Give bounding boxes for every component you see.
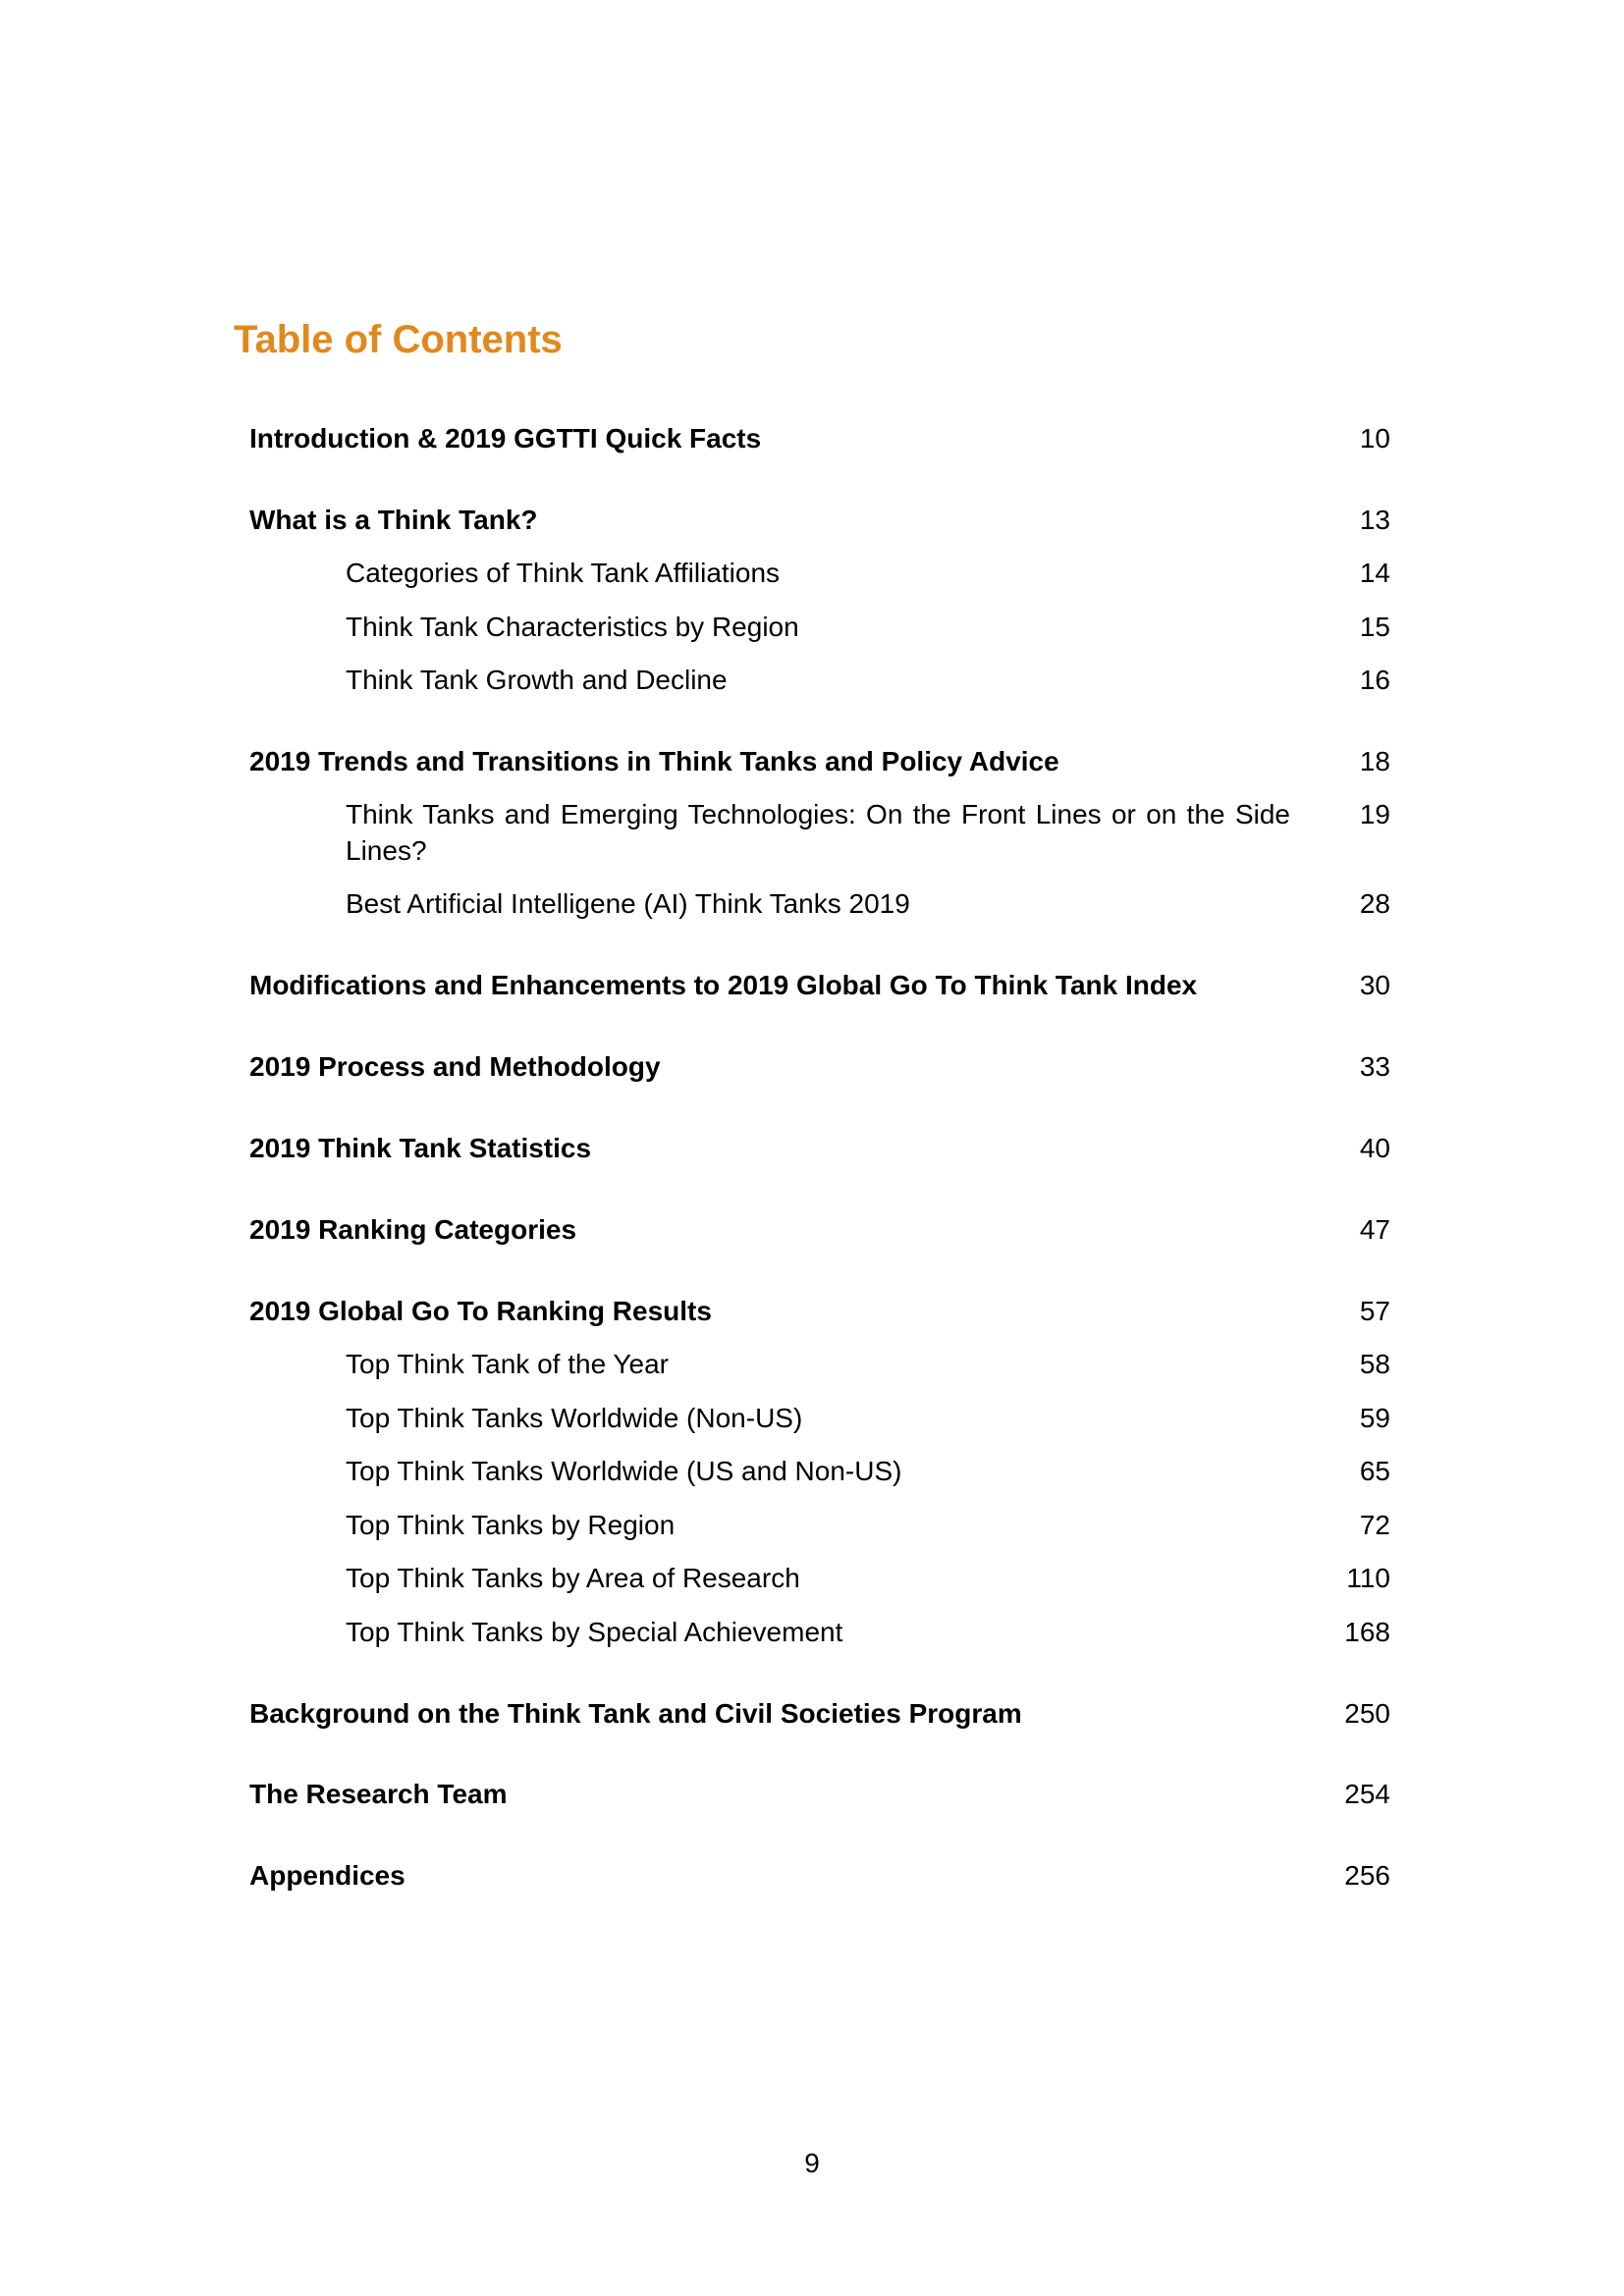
toc-subentry-label: Top Think Tanks by Special Achievement <box>346 1617 843 1647</box>
toc-entry-label: What is a Think Tank? <box>249 505 538 535</box>
toc-entry[interactable] <box>249 1695 1390 1732</box>
toc-entry-label: Background on the Think Tank and Civil Societies Program <box>249 1698 1022 1729</box>
toc-subentry-label: Top Think Tanks by Region <box>346 1510 676 1540</box>
toc-subentry[interactable] <box>346 885 1390 922</box>
toc-subentry[interactable] <box>346 1346 1390 1382</box>
toc-entry-label: Introduction & 2019 GGTTI Quick Facts <box>249 423 762 454</box>
toc-entry-page: 40 <box>1359 1133 1390 1163</box>
toc-entry-label: 2019 Trends and Transitions in Think Tanks and Policy Advice <box>249 746 1059 776</box>
toc-subentry-label: Categories of Think Tank Affiliations <box>346 558 781 588</box>
toc-entry-page: 13 <box>1359 505 1390 535</box>
toc-entry[interactable] <box>249 1048 1390 1085</box>
toc-subentry[interactable] <box>346 1453 1390 1489</box>
toc-entry-label: Modifications and Enhancements to 2019 Global Go To Think Tank Index <box>249 970 1198 1000</box>
toc-entry-page: 33 <box>1359 1051 1390 1082</box>
toc-subentry-page: 58 <box>1359 1349 1390 1379</box>
toc-entry[interactable] <box>249 1776 1390 1812</box>
toc-subentry-page: 15 <box>1359 612 1390 642</box>
toc-entry[interactable] <box>249 420 1390 456</box>
toc-subentry-label: Think Tanks and Emerging Technologies: On the Front Lines or on the Side Lines? <box>346 799 1290 866</box>
toc-subentry-label: Think Tank Characteristics by Region <box>346 612 799 642</box>
toc-entry-label: 2019 Ranking Categories <box>249 1214 577 1245</box>
toc-entry-page: 256 <box>1344 1860 1390 1891</box>
toc-subentry[interactable] <box>346 555 1390 591</box>
toc-subentry[interactable] <box>346 1614 1390 1650</box>
toc-entry[interactable] <box>249 743 1390 779</box>
toc-entry-page: 30 <box>1359 970 1390 1000</box>
toc-entry-label: 2019 Think Tank Statistics <box>249 1133 592 1163</box>
toc-subentry-label: Top Think Tanks Worldwide (US and Non-US) <box>346 1456 902 1486</box>
toc-subentry[interactable] <box>346 662 1390 698</box>
toc-subentry-page: 72 <box>1359 1510 1390 1540</box>
toc-subentry[interactable] <box>346 796 1390 869</box>
toc-entry[interactable] <box>249 1130 1390 1166</box>
toc-entry[interactable] <box>249 502 1390 538</box>
toc-subentry-label: Top Think Tanks by Area of Research <box>346 1563 800 1593</box>
toc-subentry-page: 14 <box>1359 558 1390 588</box>
toc-entry-page: 47 <box>1359 1214 1390 1245</box>
toc-entry-page: 254 <box>1344 1779 1390 1809</box>
toc-subentry-page: 168 <box>1344 1617 1390 1647</box>
toc-subentry-page: 59 <box>1359 1403 1390 1433</box>
toc-entry-label: The Research Team <box>249 1779 508 1809</box>
toc-entry-page: 250 <box>1344 1698 1390 1729</box>
toc-entry[interactable] <box>249 1211 1390 1248</box>
toc-entry[interactable] <box>249 1857 1390 1894</box>
toc-subentry-label: Top Think Tank of the Year <box>346 1349 669 1379</box>
toc-entry[interactable] <box>249 1293 1390 1329</box>
toc-subentry-page: 28 <box>1359 888 1390 919</box>
toc-subentry-label: Top Think Tanks Worldwide (Non-US) <box>346 1403 803 1433</box>
toc-subentry-label: Think Tank Growth and Decline <box>346 665 728 695</box>
page-title: Table of Contents <box>234 318 563 361</box>
toc-entry-page: 18 <box>1359 746 1390 776</box>
toc-subentry-page: 110 <box>1346 1563 1390 1593</box>
toc-subentry[interactable] <box>346 1560 1390 1596</box>
toc-entry-page: 10 <box>1359 423 1390 454</box>
toc-entry-page: 57 <box>1359 1296 1390 1326</box>
toc-entry-label: 2019 Process and Methodology <box>249 1051 661 1082</box>
toc-entry[interactable] <box>249 967 1390 1003</box>
toc-subentry[interactable] <box>346 609 1390 645</box>
toc-subentry[interactable] <box>346 1400 1390 1436</box>
toc-subentry-label: Best Artificial Intelligene (AI) Think Tanks 2019 <box>346 888 910 919</box>
toc-subentry-page: 19 <box>1359 799 1390 829</box>
toc-subentry-page: 65 <box>1359 1456 1390 1486</box>
toc-entry-label: Appendices <box>249 1860 406 1891</box>
toc-subentry[interactable] <box>346 1507 1390 1543</box>
page-number: 9 <box>804 2148 820 2178</box>
toc-entry-label: 2019 Global Go To Ranking Results <box>249 1296 712 1326</box>
toc-subentry-page: 16 <box>1359 665 1390 695</box>
